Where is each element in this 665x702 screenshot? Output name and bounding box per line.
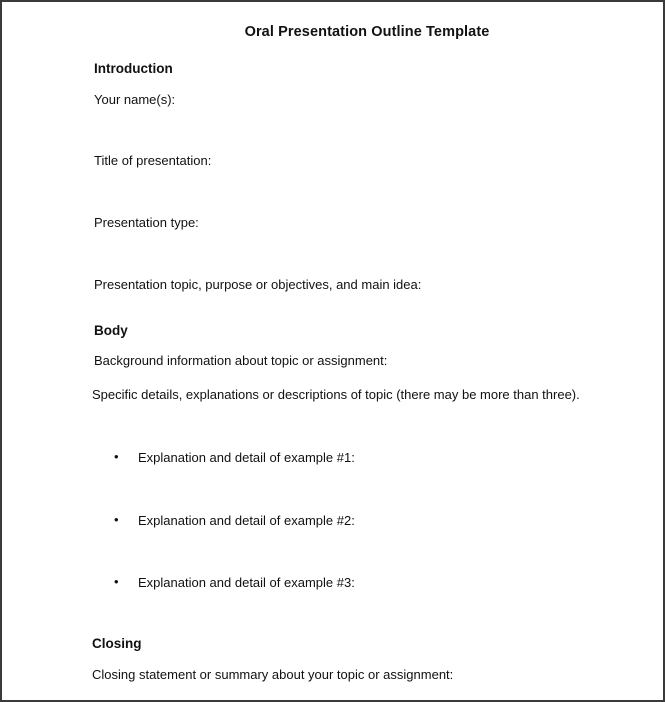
background-information-label: Background information about topic or assignment: bbox=[94, 353, 388, 368]
title-of-presentation-field-label: Title of presentation: bbox=[94, 153, 212, 168]
presentation-topic-field-label: Presentation topic, purpose or objectives, and main idea: bbox=[94, 277, 422, 292]
document-title: Oral Presentation Outline Template bbox=[244, 24, 490, 40]
bullet-icon: • bbox=[114, 449, 119, 464]
specific-details-label: Specific details, explanations or descriptions of topic (there may be more than three). bbox=[92, 387, 580, 402]
example-1-label: Explanation and detail of example #1: bbox=[138, 450, 355, 465]
example-3-label: Explanation and detail of example #3: bbox=[138, 575, 355, 590]
bullet-icon: • bbox=[114, 512, 119, 527]
example-2-label: Explanation and detail of example #2: bbox=[138, 513, 355, 528]
closing-statement-label: Closing statement or summary about your topic or assignment: bbox=[92, 667, 454, 682]
body-heading: Body bbox=[94, 323, 128, 338]
introduction-heading: Introduction bbox=[94, 61, 173, 76]
presentation-type-field-label: Presentation type: bbox=[94, 215, 199, 230]
bullet-icon: • bbox=[114, 574, 119, 589]
your-names-field-label: Your name(s): bbox=[94, 92, 176, 107]
closing-heading: Closing bbox=[92, 636, 142, 651]
